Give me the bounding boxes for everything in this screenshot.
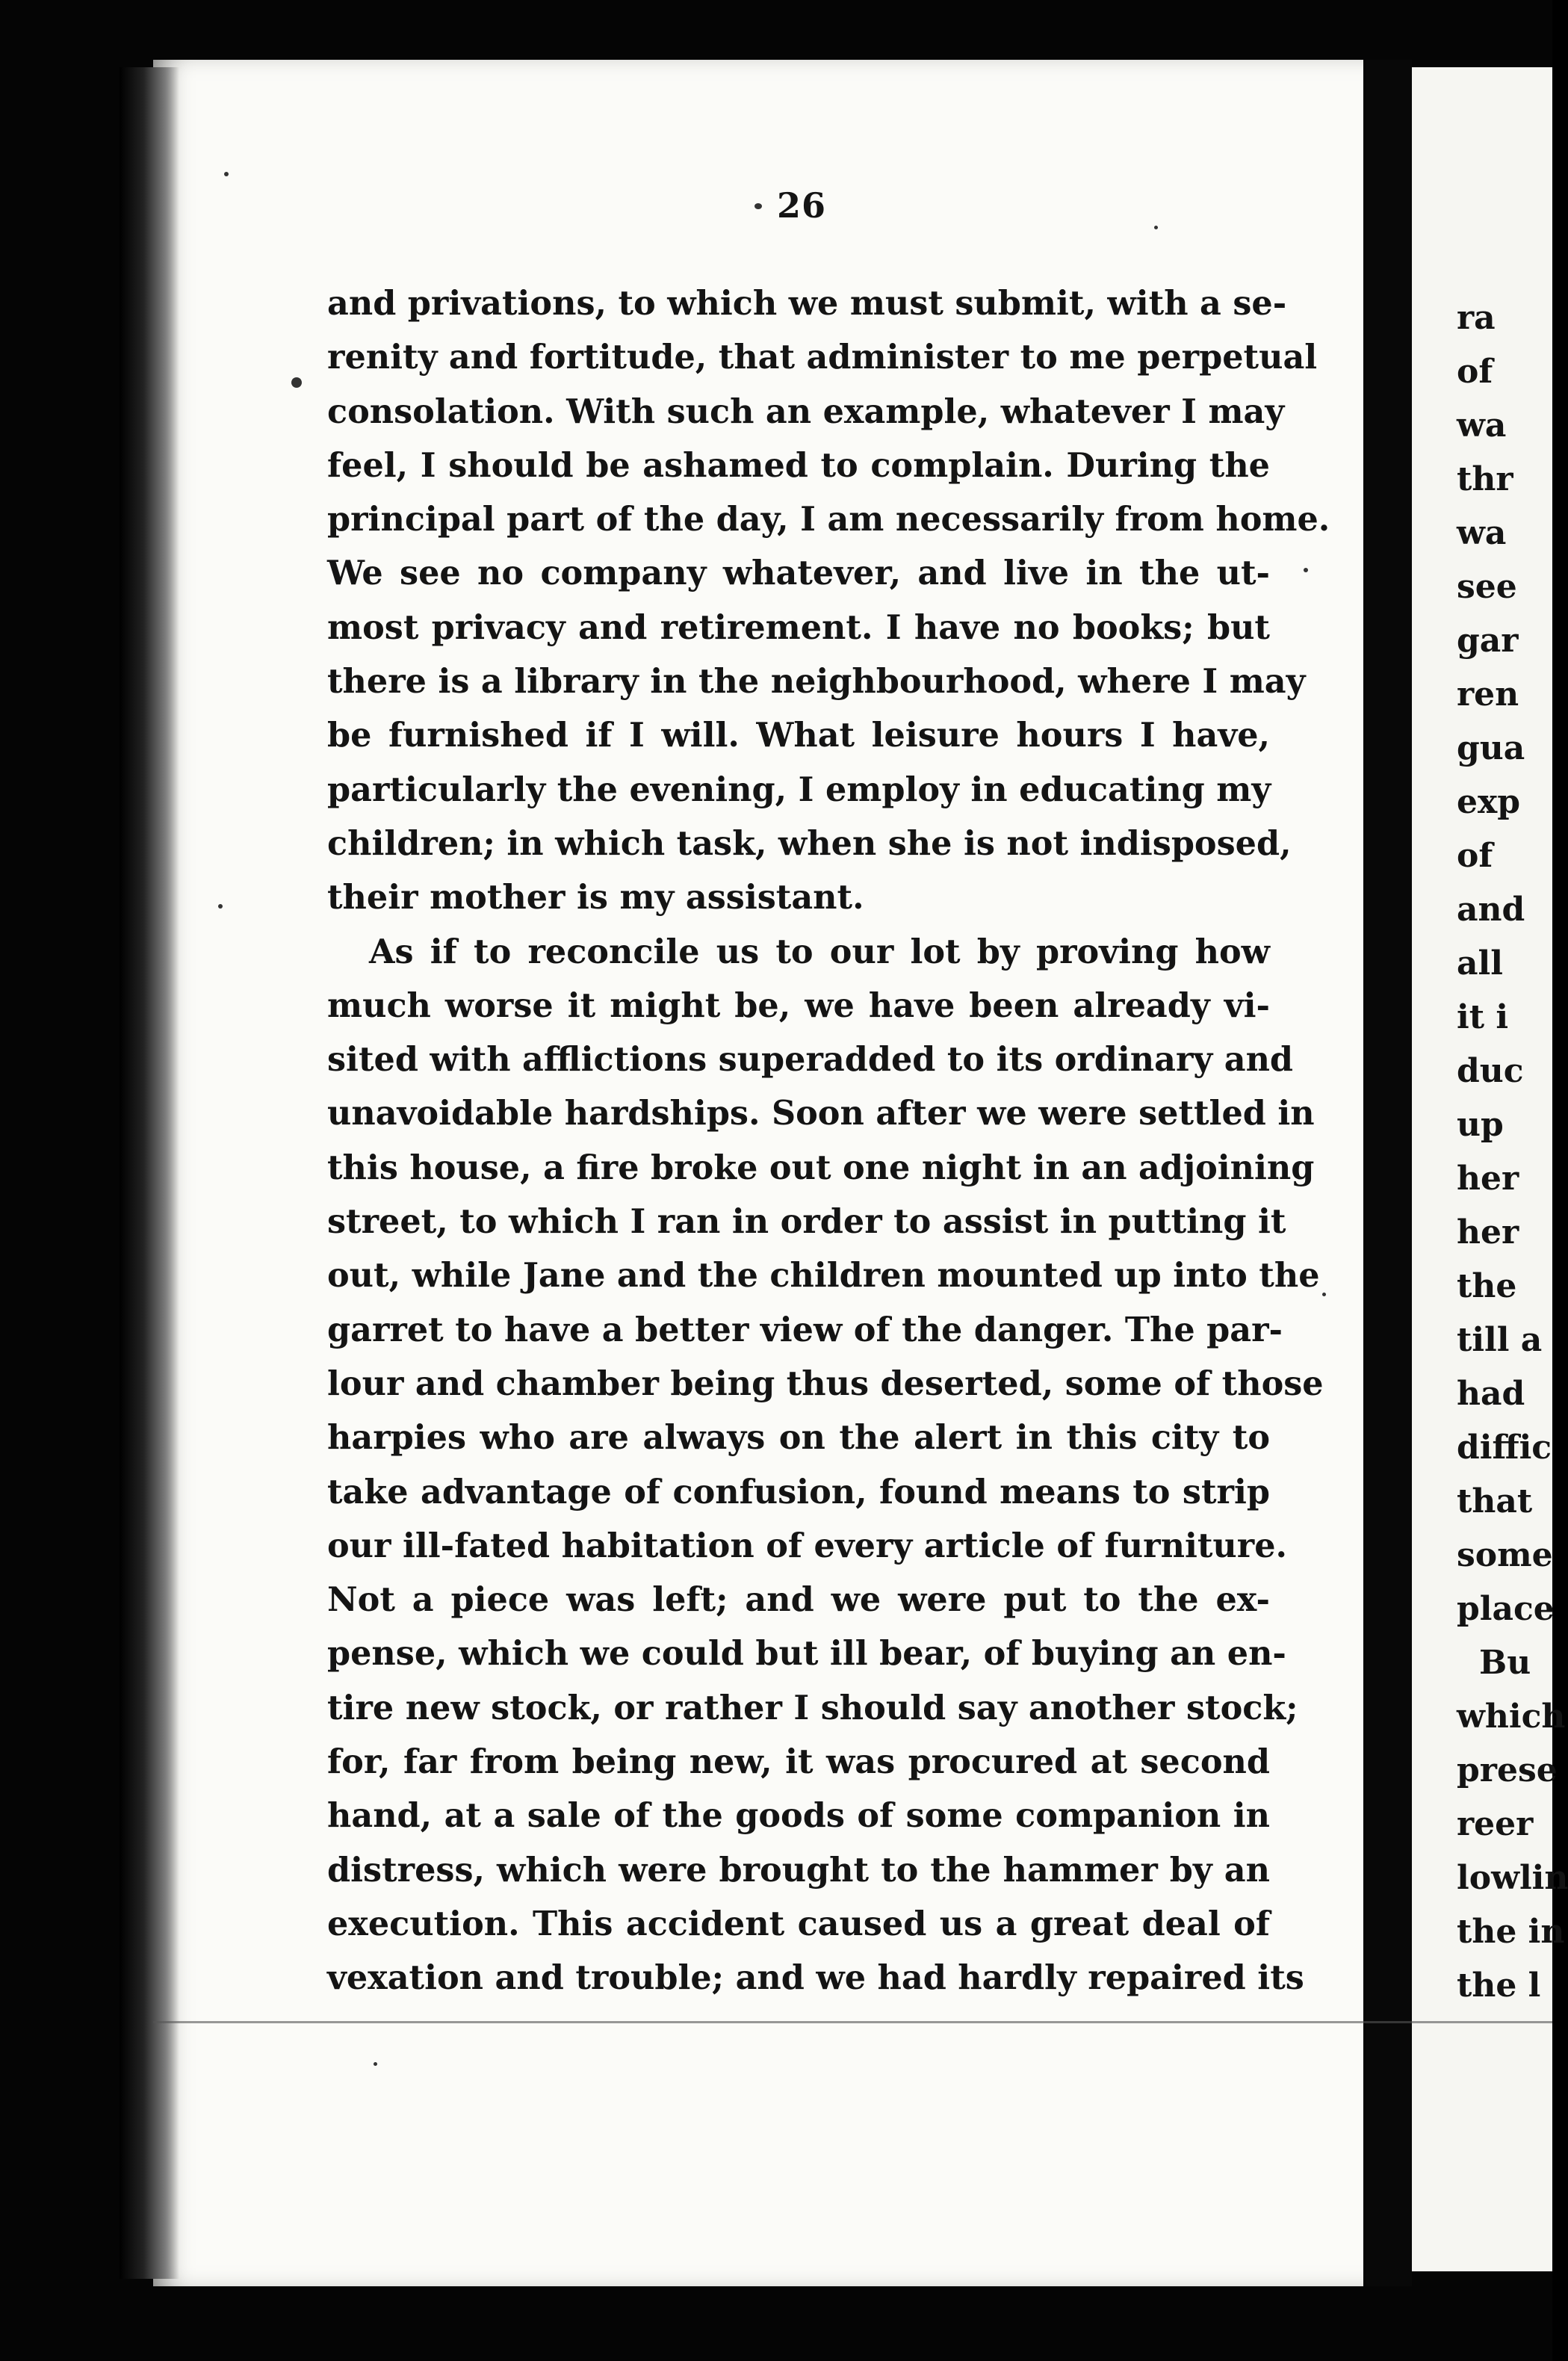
facing-text-fragment: lowlin (1457, 1859, 1568, 1897)
text-line: most privacy and retirement. I have no books; but (327, 607, 1270, 647)
text-line: We see no company whatever, and live in the ut- (327, 554, 1270, 593)
facing-text-fragment: some (1457, 1536, 1553, 1574)
scan-speck (218, 904, 223, 909)
facing-text-fragment: wa (1457, 514, 1507, 552)
text-line: their mother is my assistant. (327, 878, 864, 918)
text-line: and privations, to which we must submit, with a se- (327, 284, 1287, 323)
facing-text-fragment: of (1457, 837, 1493, 875)
facing-text-fragment: that (1457, 1482, 1533, 1520)
facing-page-text (1457, 291, 1568, 2013)
scan-speck (224, 172, 229, 176)
text-line: out, while Jane and the children mounted up into the (327, 1256, 1320, 1296)
facing-text-fragment: the (1457, 1267, 1517, 1305)
text-line: take advantage of confusion, found means to strip (327, 1472, 1270, 1511)
text-line: our ill-fated habitation of every article of furniture. (327, 1526, 1288, 1565)
text-line: for, far from being new, it was procured at second (327, 1742, 1270, 1782)
facing-text-fragment: prese (1457, 1751, 1558, 1789)
text-line: this house, a fire broke out one night in an adjoining (327, 1148, 1315, 1187)
facing-text-fragment: diffic (1457, 1429, 1552, 1467)
facing-text-fragment: wa (1457, 406, 1507, 445)
facing-text-fragment: see (1457, 568, 1517, 606)
scan-speck (1304, 568, 1308, 572)
facing-text-fragment: till a (1457, 1321, 1543, 1359)
text-line: much worse it might be, we have been already vi- (327, 985, 1270, 1025)
text-line: hand, at a sale of the goods of some companion in (327, 1796, 1270, 1836)
facing-text-fragment: the in (1457, 1913, 1565, 1951)
text-line: pense, which we could but ill bear, of buying an en- (327, 1634, 1286, 1674)
text-line: principal part of the day, I am necessarily from home. (327, 500, 1330, 539)
text-line: execution. This accident caused us a great deal of (327, 1904, 1270, 1943)
text-line: particularly the evening, I employ in educating my (327, 770, 1271, 809)
facing-text-fragment: the l (1457, 1967, 1541, 2005)
scan-speck (754, 203, 762, 209)
scan-speck (1154, 226, 1158, 229)
scan-rule-line (153, 2021, 1552, 2023)
facing-text-fragment: of (1457, 353, 1493, 391)
scan-speck (1322, 1293, 1326, 1296)
facing-text-fragment: it i (1457, 998, 1509, 1036)
text-line: children; in which task, when she is not indisposed, (327, 823, 1292, 863)
text-line: unavoidable hardships. Soon after we were settled in (327, 1094, 1315, 1133)
facing-text-fragment: reer (1457, 1805, 1534, 1843)
text-line: distress, which were brought to the hammer by an (327, 1850, 1270, 1890)
facing-text-fragment: all (1457, 944, 1503, 983)
text-line: vexation and trouble; and we had hardly repaired its (327, 1958, 1304, 1998)
facing-text-fragment: up (1457, 1106, 1504, 1144)
text-line: As if to reconcile us to our lot by proving how (369, 932, 1270, 971)
text-line: harpies who are always on the alert in this city to (327, 1418, 1270, 1458)
text-line: street, to which I ran in order to assist in putting it (327, 1202, 1286, 1242)
body-text (327, 276, 1330, 2005)
facing-text-fragment: exp (1457, 783, 1520, 821)
page-number: 26 (777, 185, 827, 226)
text-line: renity and fortitude, that administer to me perpetual (327, 338, 1318, 377)
text-line: be furnished if I will. What leisure hours I have, (327, 716, 1270, 755)
facing-text-fragment: duc (1457, 1052, 1524, 1090)
facing-text-fragment: gua (1457, 729, 1525, 767)
text-line: garret to have a better view of the danger. The par- (327, 1310, 1283, 1349)
text-line: Not a piece was left; and we were put to the ex- (327, 1580, 1270, 1620)
facing-text-fragment: her (1457, 1160, 1519, 1198)
facing-text-fragment: gar (1457, 622, 1519, 660)
facing-text-fragment: thr (1457, 460, 1513, 498)
facing-text-fragment: place (1457, 1590, 1555, 1628)
page-gutter (1366, 60, 1412, 2286)
facing-text-fragment: her (1457, 1213, 1519, 1251)
text-line: consolation. With such an example, whatever I may (327, 392, 1285, 431)
text-line: there is a library in the neighbourhood, where I may (327, 662, 1306, 702)
facing-text-fragment: and (1457, 891, 1525, 929)
scan-speck (374, 2062, 377, 2066)
facing-text-fragment: ren (1457, 675, 1519, 714)
text-line: sited with afflictions superadded to its ordinary and (327, 1040, 1294, 1080)
scan-speck (291, 377, 302, 388)
facing-text-fragment: Bu (1479, 1644, 1531, 1682)
facing-text-fragment: which (1457, 1698, 1566, 1736)
facing-text-fragment: ra (1457, 299, 1496, 337)
facing-text-fragment: had (1457, 1375, 1525, 1413)
text-line: tire new stock, or rather I should say another stock; (327, 1688, 1298, 1727)
text-line: feel, I should be ashamed to complain. During the (327, 445, 1270, 485)
text-line: lour and chamber being thus deserted, some of those (327, 1364, 1324, 1403)
binding-shadow (120, 67, 179, 2279)
